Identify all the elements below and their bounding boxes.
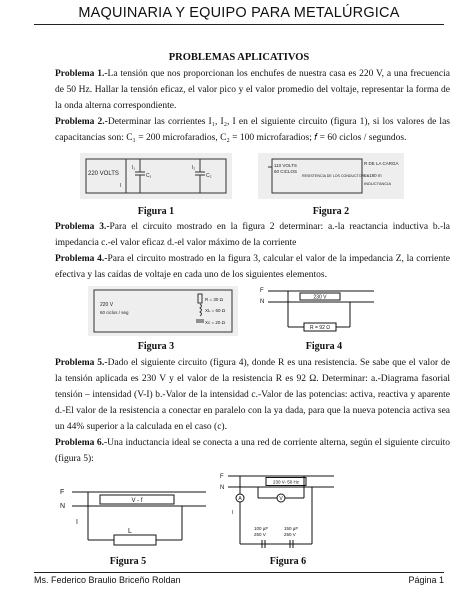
fig5-current-label: I xyxy=(76,519,78,526)
section-title: PROBLEMAS APLICATIVOS xyxy=(168,52,310,63)
problem-6 xyxy=(55,435,450,467)
fig1-label-i2: I₂ xyxy=(192,165,196,171)
figure-5-caption: Figura 5 xyxy=(109,556,147,567)
problem-label: Problema 1.- xyxy=(55,69,108,79)
problem-label: Problema 6.- xyxy=(55,438,108,448)
figure-3-circuit xyxy=(88,286,238,336)
fig2-conductor-label: RESISTENCIA DE LOS CONDUCTORES xyxy=(302,174,370,178)
footer-author: Ms. Federico Braulio Briceño Roldan xyxy=(34,575,181,585)
figure-3-caption: Figura 3 xyxy=(137,341,175,352)
fig4-voltage-label: 230 V xyxy=(313,294,327,301)
problem-text: Para el circuito mostrado en la figura 2 determinar: a.-la reactancia inductiva b.-la impedancia c.-el valor eficaz d.-el valor máximo de la corriente xyxy=(55,222,450,248)
fig1-source-label: 220 VOLTS xyxy=(88,171,119,177)
problem-text: Dado el siguiente circuito (figura 4), donde R es una resistencia. Se sabe que el valor de la tensión aplicada es 230 V y el valor de la resistencia R es 92 Ω. Determinar: a.-Diagrama fasorial tensión – intensidad (V-I) b.-Valor de la intensidad c.-Valor de las potencias: activa, reactiva y aparente d.-El valor de la resistencia a conectar en paralelo con la ya dada, para que la nueva potencia activa sea un 44% superior a la calculada en el caso (c). xyxy=(55,358,450,432)
fig6-n-label: N xyxy=(220,485,225,491)
fig3-xc-label: Xc = 20 Ω xyxy=(205,320,225,325)
figure-1-circuit xyxy=(80,153,232,199)
problem-label: Problema 2.- xyxy=(55,117,108,127)
figure-6-circuit xyxy=(218,468,338,552)
problem-text: Determinar las corrientes I₁, I₂, I en el siguiente circuito (figura 1), si los valores de las capacitancias son: C₁ = 200 microfaradios, C₂ = 100 microfaradios; 𝑓 = 60 ciclos / segundos. xyxy=(55,117,450,143)
fig6-current-label: I xyxy=(232,510,234,516)
fig1-label-i: I xyxy=(120,183,122,189)
fig3-xl-label: XL = 60 Ω xyxy=(205,308,226,313)
fig6-cap2-label: 150 μF xyxy=(284,526,299,531)
problem-text: Una inductancia ideal se conecta a una red de corriente alterna, según el siguiente circuito (figura 5): xyxy=(55,438,450,464)
fig3-r-label: R = 30 Ω xyxy=(205,297,223,302)
header-rule xyxy=(34,24,444,25)
fig5-inductor-label: L xyxy=(128,528,132,535)
fig1-label-i1: I₁ xyxy=(132,165,136,171)
fig6-f-label: F xyxy=(220,474,224,480)
problem-label: Problema 4.- xyxy=(55,254,108,264)
fig4-f-label: F xyxy=(260,288,264,294)
fig2-voltage-label: 110 VOLTS xyxy=(274,163,297,168)
problem-5 xyxy=(55,355,450,435)
figure-4-caption: Figura 4 xyxy=(305,341,343,352)
fig6-cap1-label: 100 μF xyxy=(254,526,269,531)
problem-text: Para el circuito mostrado en la figura 3, calcular el valor de la impedancia Z, la corriente efectiva y las caídas de voltaje en cada uno de los siguientes elementos. xyxy=(55,254,450,280)
fig2-load-label: R DE LA CARGA xyxy=(364,161,399,166)
problem-1 xyxy=(55,66,450,114)
figure-1-caption: Figura 1 xyxy=(137,206,175,217)
fig5-n-label: N xyxy=(60,503,66,510)
fig4-resistor-label: R = 92 Ω xyxy=(310,325,330,331)
figure-2-circuit xyxy=(258,153,404,199)
problem-4 xyxy=(55,251,450,283)
fig2-length-label: L=180 m xyxy=(364,173,382,178)
fig1-label-c1: C₁ xyxy=(146,173,152,179)
page-header: MAQUINARIA Y EQUIPO PARA METALÚRGICA xyxy=(78,5,400,21)
figure-2-caption: Figura 2 xyxy=(312,206,350,217)
problem-label: Problema 5.- xyxy=(55,358,108,368)
fig4-n-label: N xyxy=(260,299,265,305)
fig3-freq-label: 60 ciclos / seg xyxy=(100,310,129,315)
footer-rule xyxy=(34,572,444,573)
problem-text: La tensión que nos proporcionan los enchufes de nuestra casa es 220 V, a una frecuencia de 50 Hz. Hallar la tensión eficaz, el valor pico y el valor promedio del voltaje, representar la forma de la onda alterna correspondiente. xyxy=(55,69,450,111)
figure-4-circuit xyxy=(258,283,378,341)
problem-3 xyxy=(55,219,450,251)
fig6-voltmeter-label: V xyxy=(279,496,283,502)
fig5-voltage-label: V - f xyxy=(131,498,143,504)
problem-2 xyxy=(55,114,450,146)
fig6-ammeter-label: A xyxy=(238,496,242,502)
figure-5-circuit xyxy=(58,484,208,550)
fig2-freq-label: 60 CICLOS xyxy=(274,169,298,174)
footer-page-number: Página 1 xyxy=(408,575,444,585)
fig6-source-label: 230 V- 50 Hz xyxy=(272,479,300,485)
figure-6-caption: Figura 6 xyxy=(269,556,307,567)
fig6-cap1-voltage: 250 V xyxy=(254,532,266,537)
fig6-cap2-voltage: 250 V xyxy=(284,532,296,537)
fig1-label-c2: C₂ xyxy=(206,173,212,179)
fig2-inductance-label: INDUCTANCIA xyxy=(364,181,392,186)
fig3-source-label: 220 V xyxy=(100,302,114,308)
fig5-f-label: F xyxy=(60,489,65,496)
problem-label: Problema 3.- xyxy=(55,222,110,232)
